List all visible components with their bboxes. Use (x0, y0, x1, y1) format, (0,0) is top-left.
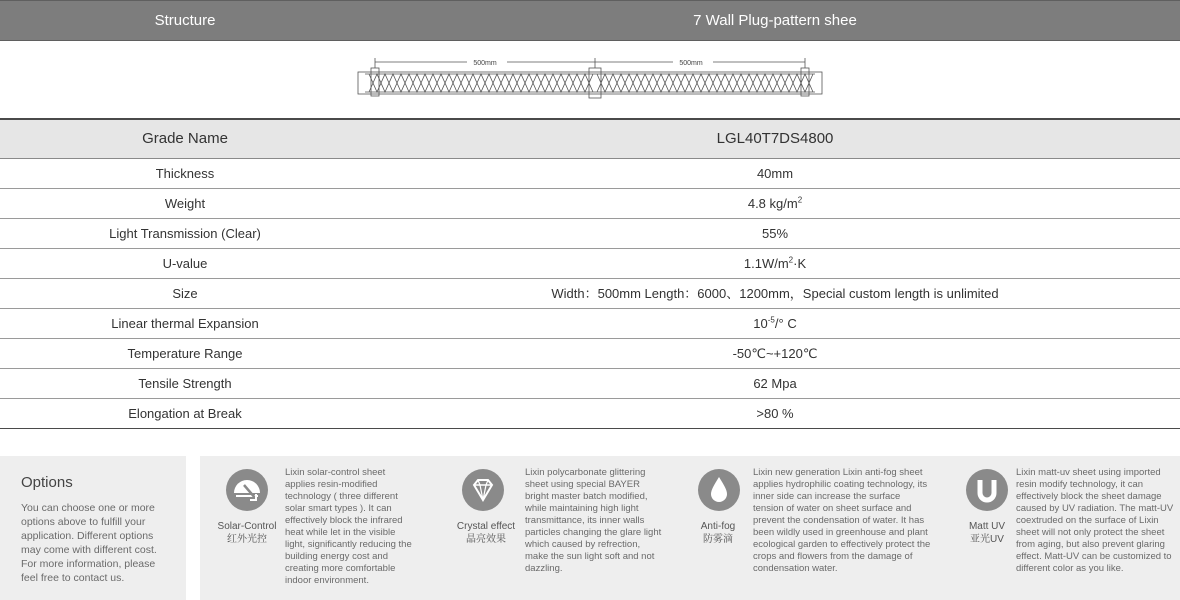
matt-uv-icon (966, 469, 1008, 511)
spec-value: Width：500mm Length：6000、1200mm，Special custom length is unlimited (551, 286, 999, 301)
grade-name-value: LGL40T7DS4800 (716, 130, 834, 147)
dimension-left-label: 500mm (473, 60, 497, 67)
spec-row (0, 189, 1180, 219)
grade-name-label: Grade Name (142, 130, 228, 147)
spec-value: -50℃~+120℃ (732, 346, 818, 361)
spec-row (0, 399, 1180, 429)
options-panel (0, 456, 186, 600)
feature-description: Lixin new generation Lixin anti-fog sheet applies hydrophilic coating technology, its inner side can increase the surface tension of water on sheet surface and prevent the condensation of water. It has been wildly used in greenhouse and plant ecological garden to effectively protect the crops and flowers from the damage of condensation water. (753, 467, 931, 574)
solar-control-icon (226, 469, 268, 511)
spec-row (0, 219, 1180, 249)
spec-value: 4.8 $kg/m^2$ (747, 195, 803, 211)
feature-description: Lixin solar-control sheet applies resin-modified technology ( three different solar smart types ). It can effectively block the infrared heat while let in the visible light, significantly reducing the building energy cost and creating more comfortable indoor environment. (285, 467, 412, 586)
spec-label: Weight (164, 196, 206, 211)
diamond-icon (462, 469, 504, 511)
spec-table (0, 159, 1180, 429)
feature-description: Lixin polycarbonate glittering sheet using special BAYER bright master batch modified, while maintaining high light transmittance, its inner walls particles changing the glare light which caused by refrection, make the sun light soft and not dazzling. (525, 467, 662, 574)
spec-row (0, 159, 1180, 189)
feature-name-en: Solar-Control (217, 521, 277, 532)
spec-row (0, 339, 1180, 369)
feature-description: Lixin matt-uv sheet using imported resin modify technology, it can effectively block the sheet damage caused by UV radiation. The matt-UV coextruded on the surface of Lixin sheet will not only protect the sheet from aging, but also prevent glaring effect. Matt-UV can be customized to different color as you like. (1016, 467, 1174, 574)
options-text: You can choose one or more options above to fulfill your application. Different options may come with different cost. For more information, please feel free to contact us. (21, 502, 157, 584)
features-panel (200, 456, 1180, 600)
spec-label: Thickness (155, 166, 215, 181)
spec-label: Light Transmission (Clear) (109, 226, 261, 241)
feature-crystal-effect (440, 456, 676, 600)
spec-label: U-value (162, 256, 208, 271)
structure-header-row (0, 0, 1180, 41)
feature-name-zh: 晶亮效果 (466, 534, 506, 545)
feature-name-en: Anti-fog (700, 521, 736, 532)
spec-value: 40mm (756, 166, 794, 181)
structure-label: Structure (154, 12, 216, 29)
spec-value: 62 Mpa (753, 376, 797, 391)
spec-row (0, 279, 1180, 309)
feature-name-en: Crystal effect (456, 521, 516, 532)
spec-value: $10^{-5}/^\circ$ C (753, 315, 797, 331)
spec-row (0, 369, 1180, 399)
sheet-profile-svg (355, 54, 825, 100)
feature-matt-uv (934, 456, 1180, 600)
spec-label: Temperature Range (127, 346, 243, 361)
feature-name-zh: 防雾滴 (703, 534, 733, 545)
feature-name-zh: 红外光控 (227, 534, 267, 545)
spec-value: 55% (761, 226, 789, 241)
spec-value: >80 % (756, 406, 794, 421)
spec-label: Size (172, 286, 198, 301)
water-drop-icon (698, 469, 740, 511)
spec-row (0, 249, 1180, 279)
feature-solar-control (200, 456, 440, 600)
spec-label: Elongation at Break (128, 406, 242, 421)
feature-name-zh: 亚光UV (970, 534, 1004, 545)
structure-value: 7 Wall Plug-pattern shee (693, 12, 857, 29)
spec-label: Linear thermal Expansion (111, 316, 259, 331)
spec-row (0, 309, 1180, 339)
options-title: Options (21, 474, 73, 491)
dimension-right-label: 500mm (679, 60, 703, 67)
spec-value: $1.1W/m^2\cdot K$ (743, 255, 807, 271)
grade-name-row (0, 118, 1180, 159)
feature-name-en: Matt UV (968, 521, 1006, 532)
spec-label: Tensile Strength (138, 376, 232, 391)
feature-anti-fog (676, 456, 934, 600)
cross-section-drawing (355, 54, 825, 100)
